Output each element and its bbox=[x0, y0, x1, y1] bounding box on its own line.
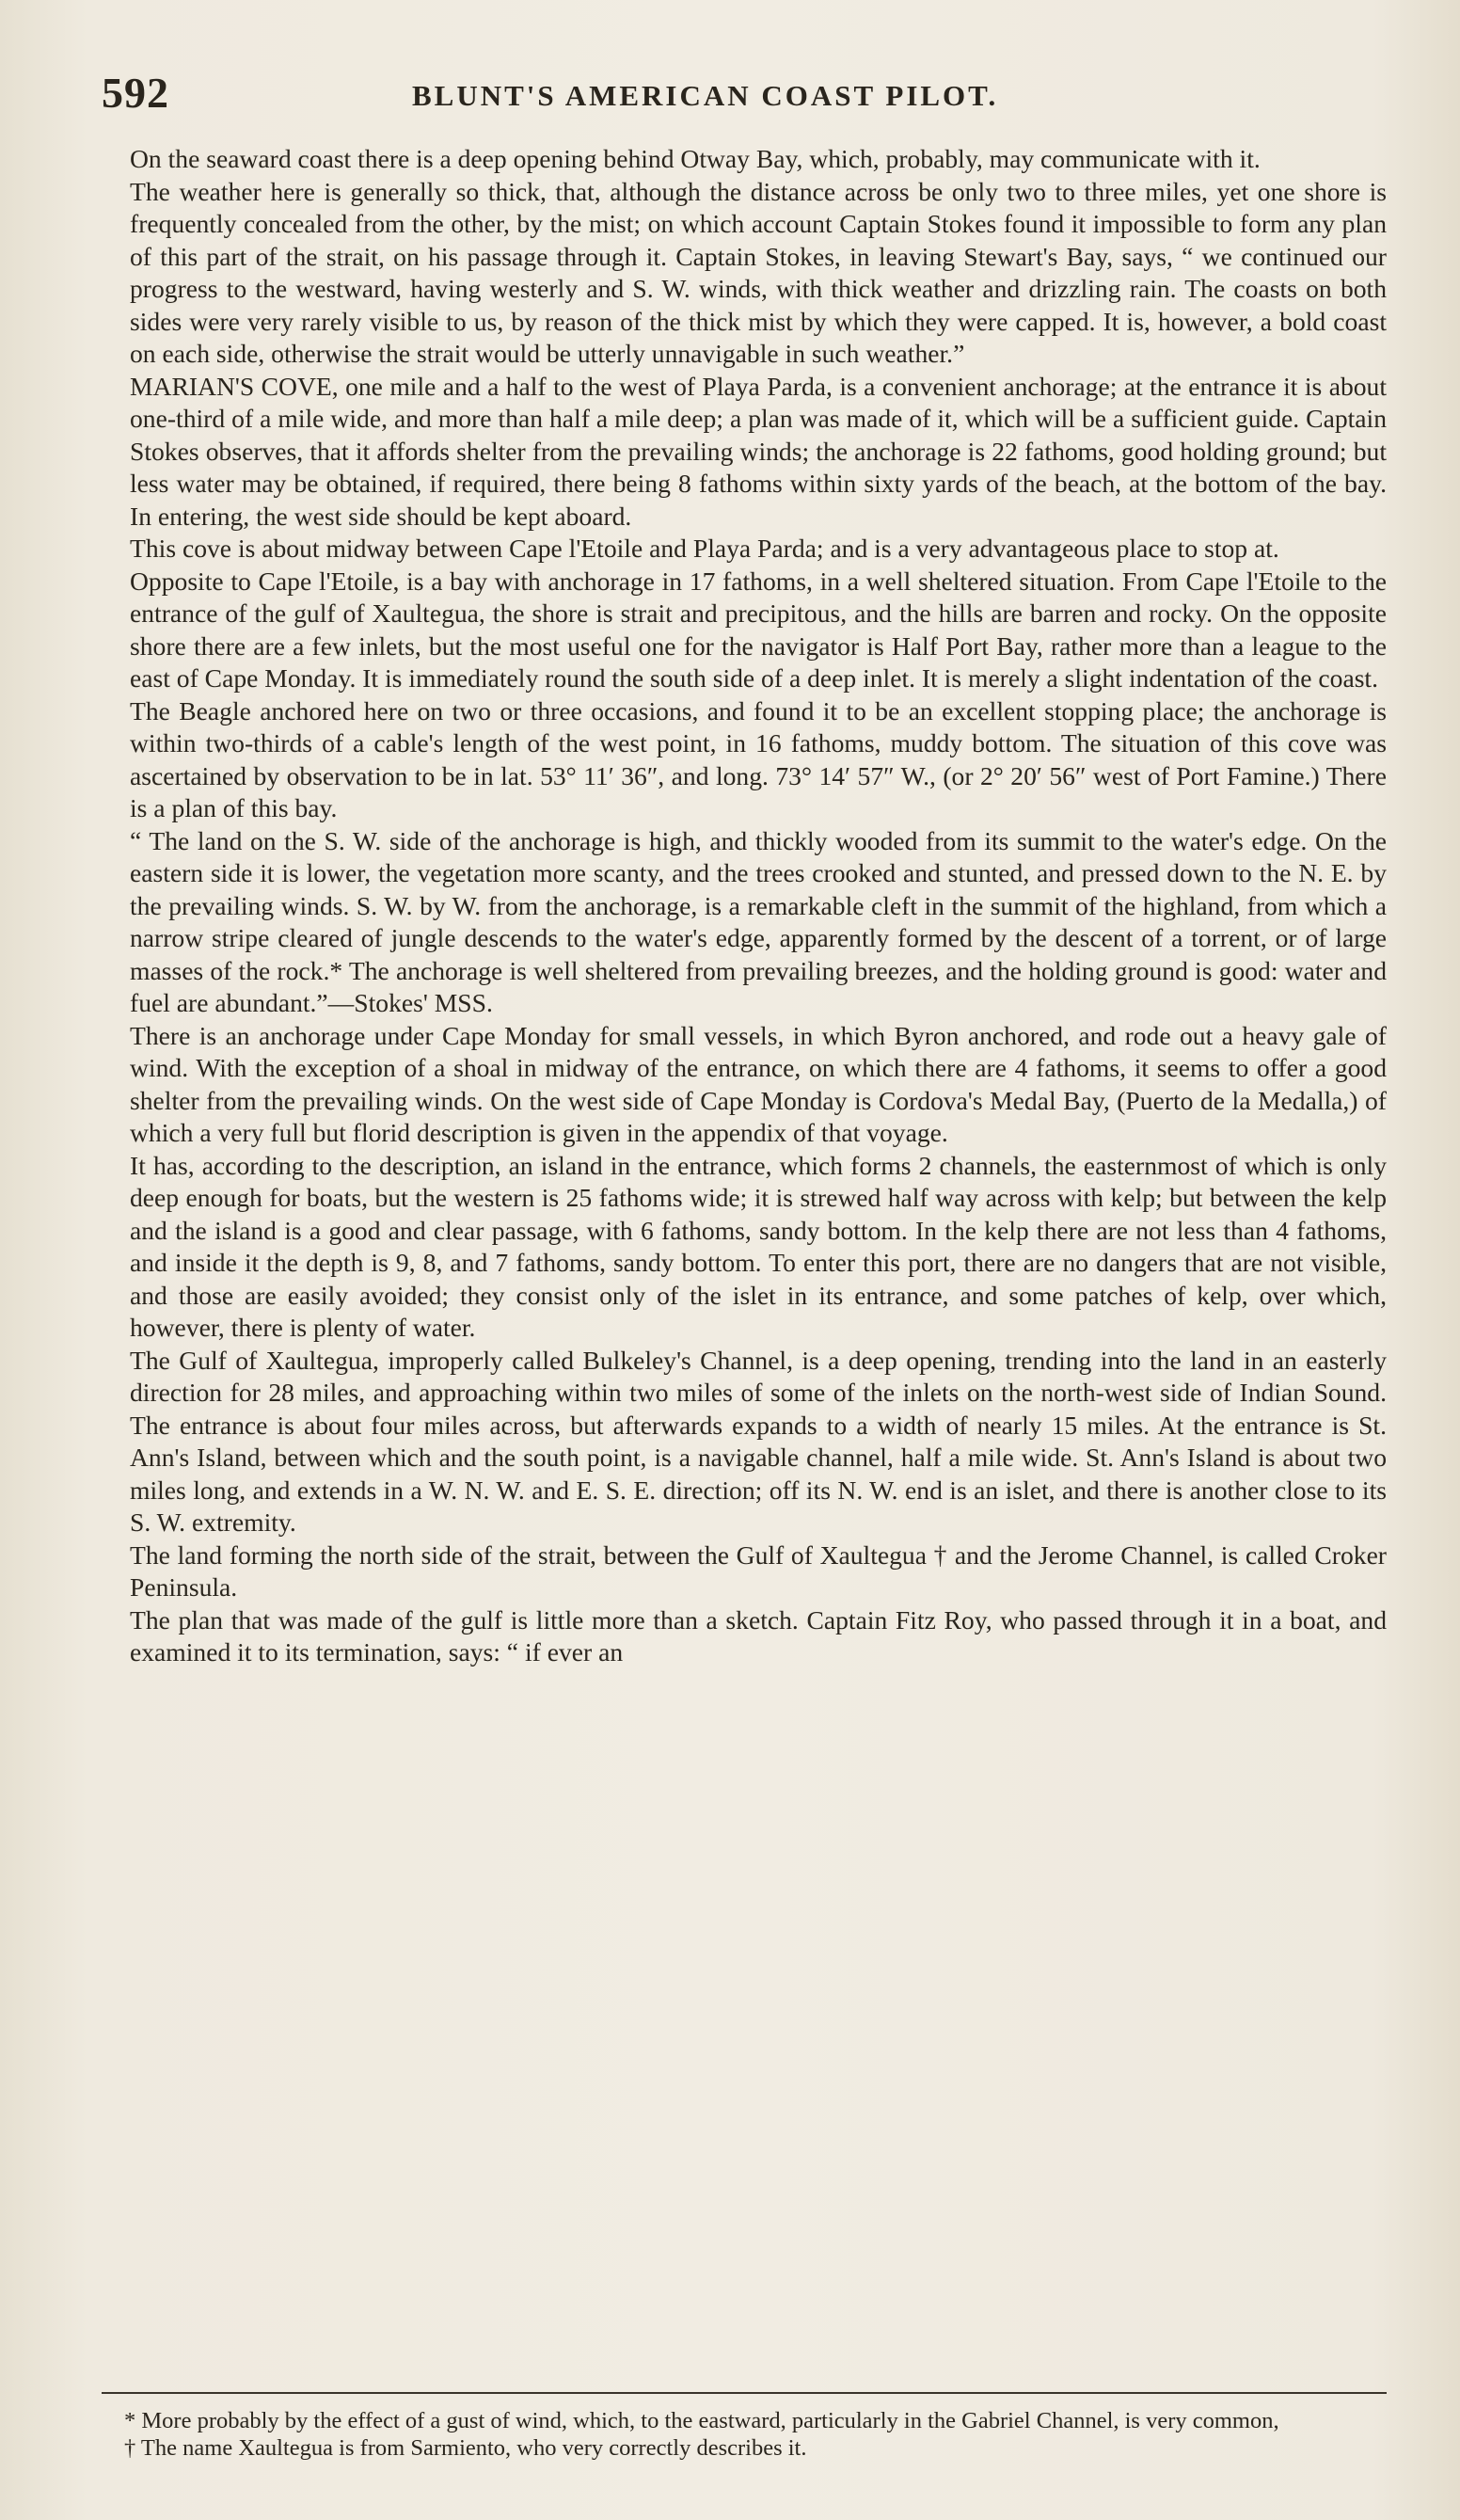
paragraph: The weather here is generally so thick, that, although the distance across be only two to three miles, yet one shore is frequently concealed from the other, by the mist; on which account Captain Stokes found it impossible to form any plan of this part of the strait, on his passage through it. Captain Stokes, in leaving Stewart's Bay, says, “ we continued our progress to the westward, having westerly and S. W. winds, with thick weather and drizzling rain. The coasts on both sides were very rarely visible to us, by reason of the thick mist by which they were capped. It is, however, a bold coast on each side, otherwise the strait would be utterly unnavigable in such weather.” bbox=[130, 176, 1387, 368]
paragraph: On the seaward coast there is a deep opening behind Otway Bay, which, probably, may communicate with it. bbox=[130, 144, 1261, 173]
paragraph: The land forming the north side of the strait, between the Gulf of Xaultegua † and the Jerome Channel, is called Croker Peninsula. bbox=[130, 1539, 1387, 1602]
paragraph: The plan that was made of the gulf is little more than a sketch. Captain Fitz Roy, who passed through it in a boat, and examined it to its termination, says: “ if ever an bbox=[130, 1604, 1387, 1667]
paragraph: It has, according to the description, an island in the entrance, which forms 2 channels, the easternmost of which is only deep enough for boats, but the western is 25 fathoms wide; it is strewed half way across with kelp; but between the kelp and the island is a good and clear passage, with 6 fathoms, sandy bottom. In the kelp there are not less than 4 fathoms, and inside it the depth is 9, 8, and 7 fathoms, sandy bottom. To enter this port, there are no dangers that are not visible, and those are easily avoided; they consist only of the islet in its entrance, and some patches of kelp, over which, however, there is plenty of water. bbox=[130, 1150, 1387, 1342]
footnote: * More probably by the effect of a gust of wind, which, to the eastward, particularly in the Gabriel Channel, is very common, bbox=[124, 2408, 1279, 2433]
paragraph: The Gulf of Xaultegua, improperly called Bulkeley's Channel, is a deep opening, trending into the land in an easterly direction for 28 miles, and approaching within two miles of some of the inlets on the north-west side of Indian Sound. The entrance is about four miles across, but afterwards expands to a width of nearly 15 miles. At the entrance is St. Ann's Island, between which and the south point, is a navigable channel, half a mile wide. St. Ann's Island is about two miles long, and extends in a W. N. W. and E. S. E. direction; off its N. W. end is an islet, and there is another close to its S. W. extremity. bbox=[130, 1345, 1387, 1537]
paragraph: Opposite to Cape l'Etoile, is a bay with anchorage in 17 fathoms, in a well sheltered situation. From Cape l'Etoile to the entrance of the gulf of Xaultegua, the shore is strait and precipitous, and the hills are barren and rocky. On the opposite shore there are a few inlets, but the most useful one for the navigator is Half Port Bay, rather more than a league to the east of Cape Monday. It is immediately round the south side of a deep inlet. It is merely a slight indentation of the coast. bbox=[130, 566, 1387, 693]
paragraph: The Beagle anchored here on two or three occasions, and found it to be an excellent stopping place; the anchorage is within two-thirds of a cable's length of the west point, in 16 fathoms, muddy bottom. The situation of this cove was ascertained by observation to be in lat. 53° 11′ 36″, and long. 73° 14′ 57″ W., (or 2° 20′ 56″ west of Port Famine.) There is a plan of this bay. bbox=[130, 695, 1387, 822]
paragraph: There is an anchorage under Cape Monday for small vessels, in which Byron anchored, and rode out a heavy gale of wind. With the exception of a shoal in midway of the entrance, on which there are 4 fathoms, it seems to offer a good shelter from the prevailing winds. On the west side of Cape Monday is Cordova's Medal Bay, (Puerto de la Medalla,) of which a very full but florid description is given in the appendix of that voyage. bbox=[130, 1020, 1387, 1147]
page-number: 592 bbox=[102, 69, 169, 117]
footnote-divider bbox=[102, 2392, 1387, 2394]
page-header bbox=[102, 68, 1390, 124]
footnote: † The name Xaultegua is from Sarmiento, who very correctly describes it. bbox=[124, 2435, 807, 2461]
paragraph: This cove is about midway between Cape l'Etoile and Playa Parda; and is a very advantageous place to stop at. bbox=[130, 534, 1279, 563]
paragraph: “ The land on the S. W. side of the anchorage is high, and thickly wooded from its summit to the water's edge. On the eastern side it is lower, the vegetation more scanty, and the trees crooked and stunted, and pressed down to the N. E. by the prevailing winds. S. W. by W. from the anchorage, is a remarkable cleft in the summit of the highland, from which a narrow stripe cleared of jungle descends to the water's edge, apparently formed by the descent of a torrent, or of large masses of the rock.* The anchorage is well sheltered from prevailing breezes, and the holding ground is good: water and fuel are abundant.”—Stokes' MSS. bbox=[130, 825, 1387, 1017]
body-text bbox=[130, 143, 1387, 1669]
paragraph: MARIAN'S COVE, one mile and a half to the west of Playa Parda, is a convenient anchorage; at the entrance it is about one-third of a mile wide, and more than half a mile deep; a plan was made of it, which will be a sufficient guide. Captain Stokes observes, that it affords shelter from the prevailing winds; the anchorage is 22 fathoms, good holding ground; but less water may be obtained, if required, there being 8 fathoms within sixty yards of the beach, at the bottom of the bay. In entering, the west side should be kept aboard. bbox=[130, 371, 1387, 531]
footnotes bbox=[102, 2407, 1387, 2462]
running-title: BLUNT'S AMERICAN COAST PILOT. bbox=[412, 79, 999, 112]
